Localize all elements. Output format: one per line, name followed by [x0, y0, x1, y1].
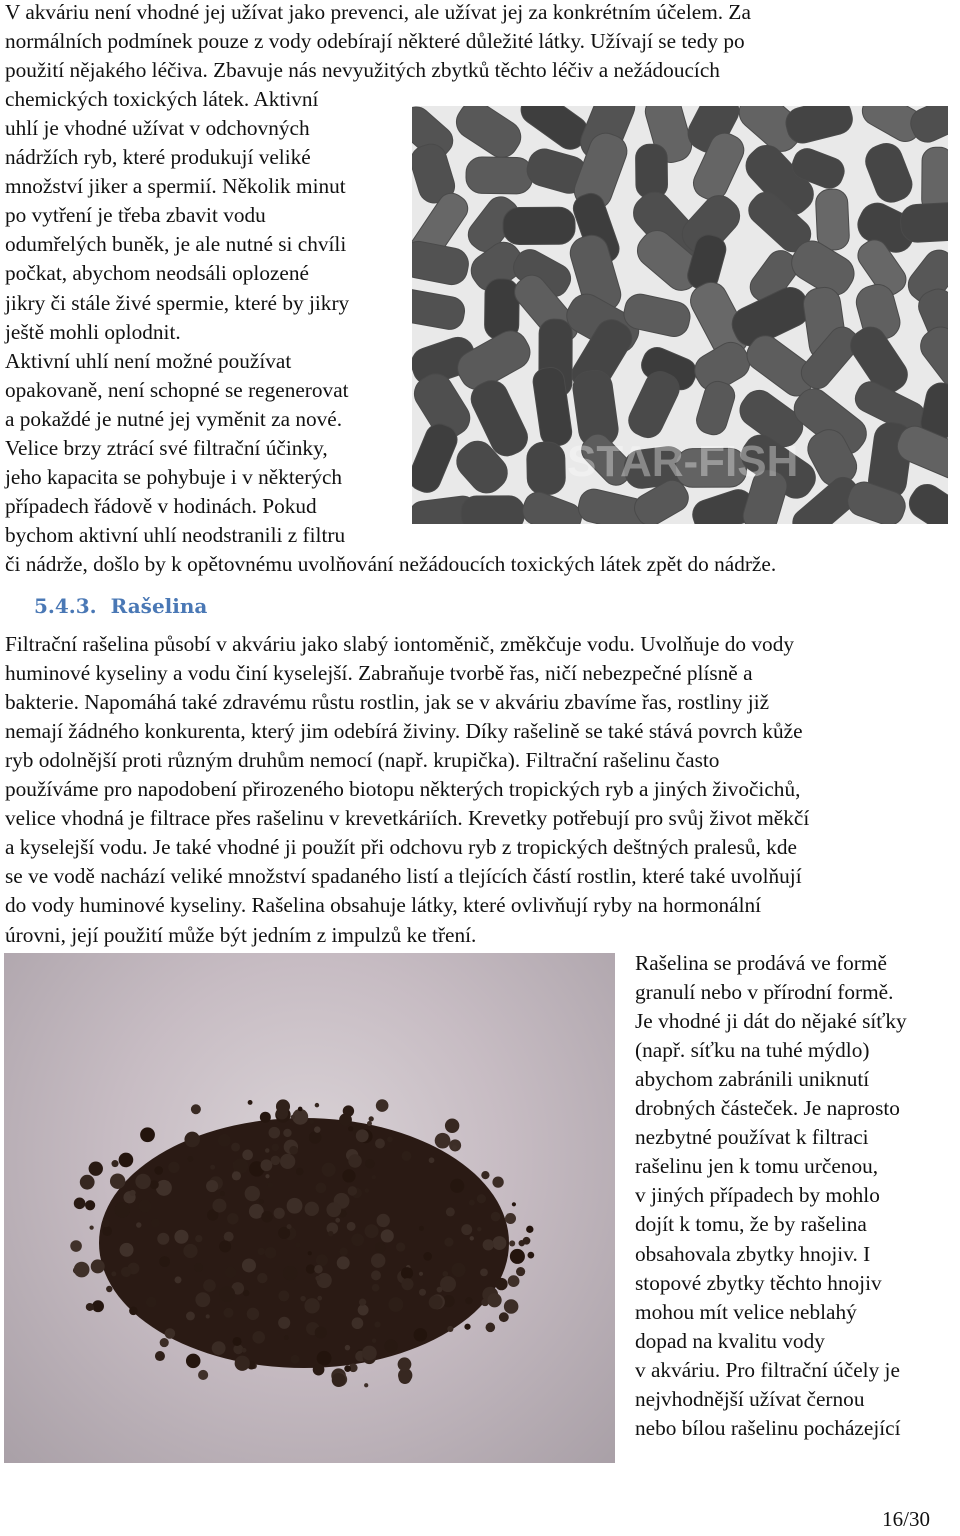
peat-granule [419, 1272, 423, 1276]
text-line: nádržích ryb, které produkují veliké [5, 145, 311, 170]
peat-granule [289, 1146, 298, 1155]
peat-granule [295, 1242, 301, 1248]
section-heading [34, 594, 207, 618]
peat-granule [242, 1258, 256, 1272]
peat-granule [261, 1211, 272, 1222]
peat-granule [304, 1298, 319, 1313]
peat-granule [233, 1337, 242, 1346]
text-line: mohou mít velice neblahý [635, 1299, 857, 1324]
peat-granule [364, 1383, 368, 1387]
text-line: odumřelých buněk, je ale nutné si chvíli [5, 232, 347, 257]
peat-granule [115, 1202, 131, 1218]
peat-granule [481, 1171, 489, 1179]
peat-granule [437, 1287, 443, 1293]
charcoal-pellet [412, 239, 471, 288]
peat-granule [445, 1119, 459, 1133]
peat-granule [195, 1235, 202, 1242]
peat-granule [150, 1180, 159, 1189]
charcoal-pellet [450, 106, 527, 164]
photo-watermark: STAR-FISH [567, 437, 799, 486]
text-line: Aktivní uhlí není možné používat [5, 348, 292, 373]
peat-granule [86, 1303, 94, 1311]
peat-granule [523, 1237, 531, 1245]
peat-granule [377, 1214, 390, 1227]
peat-granule [92, 1300, 104, 1312]
peat-granule [206, 1180, 218, 1192]
peat-granule [223, 1308, 233, 1318]
peat-granule [245, 1186, 260, 1201]
peat-granule [492, 1176, 503, 1187]
text-line: ještě mohli oplodnit. [5, 319, 181, 344]
peat-granule [504, 1299, 519, 1314]
text-line: případech řádově v hodinách. Pokud [5, 493, 317, 518]
peat-granule [283, 1266, 298, 1281]
peat-granule [347, 1222, 356, 1231]
peat-granule [156, 1180, 172, 1196]
peat-granule [351, 1233, 364, 1246]
peat-granule [469, 1200, 475, 1206]
peat-granule [308, 1251, 312, 1255]
charcoal-pellet [527, 442, 566, 495]
peat-granule [74, 1262, 90, 1278]
peat-granule [274, 1208, 285, 1219]
text-line: abychom zabránili uniknutí [635, 1067, 870, 1092]
text-line: množství jiker a spermií. Několik minut [5, 174, 346, 199]
peat-granule [242, 1150, 253, 1161]
charcoal-pellet [484, 279, 519, 340]
peat-granule [271, 1143, 279, 1151]
peat-granule [174, 1230, 188, 1244]
peat-granule [444, 1237, 453, 1246]
peat-granule [110, 1174, 125, 1189]
peat-granule [130, 1190, 136, 1196]
text-line: bychom aktivní uhlí neodstranili z filtru [5, 522, 346, 547]
text-line: se ve vodě nachází veliké množství spadaného listí a tlejících částí rostlin, které také uvolňují [5, 864, 802, 889]
peat-granule [187, 1156, 193, 1162]
peat-granule [316, 1254, 328, 1266]
peat-granule [495, 1278, 507, 1290]
peat-granule [487, 1293, 501, 1307]
peat-granule [465, 1297, 472, 1304]
peat-granule [191, 1104, 201, 1114]
peat-granule [300, 1296, 306, 1302]
charcoal-pellet [503, 207, 575, 244]
peat-granule [219, 1286, 235, 1302]
peat-granule [526, 1226, 533, 1233]
peat-granule [296, 1168, 304, 1176]
peat-granule [129, 1307, 138, 1316]
peat-granule [398, 1357, 412, 1371]
peat-granule [175, 1276, 182, 1283]
peat-granule [452, 1145, 457, 1150]
peat-granule [243, 1290, 249, 1296]
text-line: drobných částeček. Je naprosto [635, 1096, 900, 1121]
peat-granule [248, 1100, 253, 1105]
peat-granule [356, 1129, 369, 1142]
peat-granule [365, 1188, 370, 1193]
peat-granule [376, 1099, 389, 1112]
peat-granule [218, 1134, 231, 1147]
peat-granule [120, 1243, 134, 1257]
peat-granule [287, 1224, 292, 1229]
peat-granule [111, 1160, 118, 1167]
peat-granule [111, 1271, 116, 1276]
text-line: huminové kyseliny a vodu činí kyselejší. Zabraňuje tvorbě řas, ničí nebezpečné plísně a [5, 661, 753, 686]
charcoal-pellet [461, 496, 524, 524]
peat-granule [91, 1259, 105, 1273]
peat-granule [212, 1341, 226, 1355]
peat-granule [367, 1121, 372, 1126]
peat-granule [345, 1345, 350, 1350]
peat-granule [369, 1116, 374, 1121]
peat-granule [461, 1224, 472, 1235]
charcoal-pellet [861, 139, 917, 207]
peat-granule [242, 1348, 247, 1353]
peat-granule [499, 1312, 509, 1322]
text-line: normálních podmínek pouze z vody odebírají některé důležité látky. Užívají se tedy po [5, 29, 745, 54]
text-line: (např. síťku na tuhé mýdlo) [635, 1038, 870, 1063]
charcoal-pellet [900, 201, 948, 243]
peat-granule [387, 1137, 393, 1143]
peat-granule [257, 1273, 267, 1283]
peat-granule [225, 1267, 237, 1279]
peat-granule [138, 1199, 151, 1212]
peat-granule [419, 1226, 424, 1231]
text-line: Filtrační rašelina působí v akváriu jako slabý iontoměnič, změkčuje vodu. Uvolňuje do vody [5, 632, 794, 656]
charcoal-pellet [783, 106, 856, 146]
peat-granule [381, 1229, 394, 1242]
peat-granule [283, 1129, 291, 1137]
text-line: granulí nebo v přírodní formě. [635, 980, 894, 1005]
peat-granule [212, 1199, 226, 1213]
peat-granule [102, 1219, 110, 1227]
peat-granule [291, 1355, 300, 1364]
peat-granule [232, 1171, 241, 1180]
peat-granule [447, 1326, 453, 1332]
text-line: dopad na kvalitu vody [635, 1328, 825, 1353]
text-line: do vody huminové kyseliny. Rašelina obsahuje látky, které ovlivňují ryby na hormonální [5, 893, 762, 918]
peat-granule [371, 1270, 381, 1280]
peat-granule [365, 1224, 379, 1238]
peat-granule [309, 1119, 314, 1124]
peat-granule [352, 1317, 364, 1329]
peat-granule [470, 1236, 474, 1240]
charcoal-pellet [624, 367, 684, 443]
peat-granule [509, 1240, 515, 1246]
charcoal-pellet [914, 321, 948, 394]
peat-granule [450, 1179, 464, 1193]
peat-granule [247, 1308, 259, 1320]
peat-granule [374, 1321, 380, 1327]
peat-granule [146, 1297, 157, 1308]
text-line: stopové zbytky těchto hnojiv [635, 1270, 882, 1295]
peat-granule [446, 1207, 455, 1216]
text-line: nezbytné používat k filtraci [635, 1125, 869, 1150]
peat-granule [155, 1351, 165, 1361]
peat-granule [89, 1161, 103, 1175]
peat-granule [414, 1328, 428, 1342]
text-line: nebo bílou rašelinu pocházející [635, 1415, 901, 1440]
peat-granule [135, 1174, 150, 1189]
peat-granule [371, 1253, 385, 1267]
charcoal-pellet [466, 157, 533, 194]
peat-granule [337, 1256, 350, 1269]
peat-granule [280, 1154, 295, 1169]
peat-granule [70, 1240, 82, 1252]
peat-granule [233, 1158, 249, 1174]
peat-granule [261, 1159, 273, 1171]
text-line: Rašelina se prodává ve formě [635, 951, 887, 975]
peat-granule [401, 1278, 413, 1290]
peat-granule [326, 1202, 341, 1217]
text-line: opakovaně, není schopné se regenerovat [5, 377, 349, 402]
peat-granule [206, 1314, 210, 1318]
peat-granule [284, 1335, 289, 1340]
peat-granule [259, 1199, 264, 1204]
text-line: bakterie. Napomáhá také zdravému růstu rostlin, jak se v akváriu zbavíme řas, rostliny již [5, 690, 770, 715]
peat-granule [435, 1133, 451, 1149]
peat-granule [80, 1175, 95, 1190]
peat-granule [339, 1113, 352, 1126]
peat-granule [157, 1233, 169, 1245]
charcoal-pellet [635, 144, 667, 199]
peat-granule [186, 1354, 201, 1369]
peat-granule [89, 1225, 93, 1229]
peat-granule [136, 1222, 141, 1227]
peat-granule [344, 1365, 351, 1372]
peat-granule [291, 1115, 295, 1119]
peat-granule [492, 1236, 506, 1250]
peat-granule [260, 1112, 271, 1123]
peat-granule [195, 1292, 210, 1307]
peat-granule [384, 1339, 397, 1352]
peat-granule [348, 1154, 361, 1167]
peat-granule [480, 1268, 488, 1276]
text-line: a kyselejší vodu. Je také vhodné ji použít při odchovu ryb z tropických deštných pralesů, kde [5, 835, 797, 860]
peat-granule [317, 1296, 322, 1301]
peat-granule [306, 1264, 315, 1273]
text-line: rašelinu jen k tomu určenou, [635, 1154, 879, 1179]
text-line: úrovni, její použití může být jedním z impulzů ke tření. [5, 922, 477, 947]
peat-granule [235, 1356, 250, 1371]
peat-granule [278, 1290, 289, 1301]
activated-carbon-pellets-photo [412, 106, 948, 524]
peat-granule [315, 1276, 320, 1281]
peat-granule [339, 1247, 348, 1256]
peat-granule [505, 1213, 516, 1224]
text-line: jeho kapacita se pohybuje i v některých [5, 464, 343, 489]
peat-granule [194, 1263, 203, 1272]
peat-granule [401, 1151, 411, 1161]
peat-granule [252, 1331, 265, 1344]
peat-granule [359, 1299, 366, 1306]
peat-granule [313, 1364, 325, 1376]
text-line: obsahovala zbytky hnojiv. I [635, 1241, 871, 1266]
peat-granule [372, 1175, 376, 1179]
peat-granule [322, 1163, 336, 1177]
peat-granule [140, 1127, 155, 1142]
peat-granule [298, 1107, 303, 1112]
peat-granule [348, 1186, 358, 1196]
peat-granule [375, 1139, 385, 1149]
text-line: V akváriu není vhodné jej užívat jako prevenci, ale užívat jej za konkrétním účelem. Za [5, 0, 751, 24]
text-line: uhlí je vhodné užívat v odchovných [5, 116, 310, 141]
peat-granule [335, 1218, 340, 1223]
text-line: používáme pro napodobení přirozeného biotopu některých tropických ryb a jiných živočichů, [5, 777, 801, 802]
peat-granule [267, 1182, 273, 1188]
charcoal-pellet [412, 420, 461, 497]
peat-granule [375, 1242, 386, 1253]
peat-granule [287, 1198, 303, 1214]
peat-granule [372, 1284, 380, 1292]
peat-granule [477, 1227, 481, 1231]
peat-granule [442, 1271, 448, 1277]
peat-granule [440, 1276, 456, 1292]
text-line: nemají žádného konkurenta, který jim odebírá živiny. Díky rašelině se také stává povrch kůže [5, 719, 803, 744]
text-line: nejvhodnější užívat černou [635, 1386, 865, 1411]
peat-granule [74, 1198, 86, 1210]
peat-granule [348, 1126, 353, 1131]
peat-granule [358, 1305, 369, 1316]
text-line: ryb odolnější proti různým druhům nemocí (např. krupička). Filtrační rašelinu často [5, 748, 720, 773]
peat-granules-photo [4, 953, 615, 1463]
peat-granule [160, 1338, 169, 1347]
peat-granule [315, 1326, 327, 1338]
text-line: či nádrže, došlo by k opětovnému uvolňování nežádoucích toxických látek zpět do nádrže. [5, 551, 777, 576]
peat-granule [231, 1143, 240, 1152]
peat-granule [528, 1252, 535, 1259]
peat-granule [401, 1267, 413, 1279]
peat-granule [317, 1351, 332, 1366]
peat-granule [477, 1194, 486, 1203]
peat-granule [198, 1370, 208, 1380]
peat-granule [165, 1328, 176, 1339]
peat-granule [210, 1165, 215, 1170]
peat-granule [315, 1182, 326, 1193]
peat-granule [464, 1324, 470, 1330]
peat-granule [85, 1200, 95, 1210]
text-line: po vytření je třeba zbavit vodu [5, 203, 266, 228]
peat-granule [512, 1202, 516, 1206]
text-line: v akváriu. Pro filtrační účely je [635, 1357, 900, 1382]
peat-granule [305, 1202, 319, 1216]
peat-granule [106, 1286, 112, 1292]
peat-granule [486, 1323, 496, 1333]
section-title: Rašelina [110, 594, 208, 618]
text-line: Velice brzy ztrácí své filtrační účinky, [5, 435, 328, 460]
page-number: 16/30 [882, 1507, 930, 1531]
peat-granule [224, 1232, 234, 1242]
charcoal-pellet [412, 287, 467, 332]
peat-granule [102, 1226, 112, 1236]
peat-granule [419, 1289, 426, 1296]
peat-granule [451, 1263, 465, 1277]
peat-granule [516, 1267, 525, 1276]
peat-granule [328, 1231, 333, 1236]
peat-granule [278, 1317, 290, 1329]
peat-granule [423, 1252, 432, 1261]
peat-granule [119, 1153, 134, 1168]
peat-granule [265, 1247, 277, 1259]
peat-granule [203, 1279, 216, 1292]
peat-granule [396, 1242, 405, 1251]
peat-granule [362, 1346, 377, 1361]
charcoal-pellet [815, 189, 850, 251]
text-line: dojít k tomu, že by rašelina [635, 1212, 867, 1237]
peat-granule [309, 1131, 322, 1144]
peat-granule [183, 1244, 197, 1258]
peat-granule [314, 1265, 323, 1274]
peat-granule [219, 1240, 231, 1252]
peat-granule [257, 1248, 265, 1256]
peat-granule [429, 1295, 443, 1309]
peat-granule [510, 1249, 525, 1264]
peat-granule [314, 1126, 320, 1132]
peat-granule [265, 1148, 270, 1153]
text-line: počkat, abychom neodsáli oplozené [5, 261, 309, 286]
text-line: jikry či stále živé spermie, které by jikry [5, 290, 350, 315]
peat-granule [184, 1132, 200, 1148]
peat-granule [151, 1218, 160, 1227]
peat-granule [365, 1159, 375, 1169]
peat-granule [227, 1213, 239, 1225]
peat-granule [491, 1212, 501, 1222]
peat-granule [276, 1099, 290, 1113]
peat-granule [154, 1166, 163, 1175]
text-line: a pokaždé je nutné jej vyměnit za nové. [5, 406, 343, 431]
section-number: 5.4.3. [34, 594, 97, 618]
peat-granule [429, 1157, 435, 1163]
charcoal-pellet [904, 479, 948, 524]
peat-granule [269, 1127, 281, 1139]
peat-granule [332, 1373, 346, 1387]
peat-granule [159, 1256, 170, 1267]
peat-granule [186, 1312, 195, 1321]
peat-granule [121, 1267, 131, 1277]
peat-granule [372, 1338, 376, 1342]
text-line: Je vhodné ji dát do nějaké síťky [635, 1009, 907, 1034]
peat-granule [220, 1191, 225, 1196]
peat-granule [388, 1297, 403, 1312]
text-line: použití nějakého léčiva. Zbavuje nás nevyužitých zbytků těchto léčiv a nežádoucích [5, 58, 720, 83]
peat-granule [265, 1174, 269, 1178]
text-line: v jiných případech by mohlo [635, 1183, 880, 1208]
text-line: velice vhodná je filtrace přes rašelinu v krevetkáriích. Krevetky potřebují pro svůj život měkčí [5, 806, 810, 831]
peat-granule [168, 1162, 179, 1173]
peat-granule [508, 1275, 520, 1287]
peat-granule [342, 1169, 355, 1182]
text-line: chemických toxických látek. Aktivní [5, 87, 319, 112]
peat-granule [483, 1239, 494, 1250]
charcoal-pellet [693, 378, 738, 438]
peat-granule [315, 1103, 319, 1107]
